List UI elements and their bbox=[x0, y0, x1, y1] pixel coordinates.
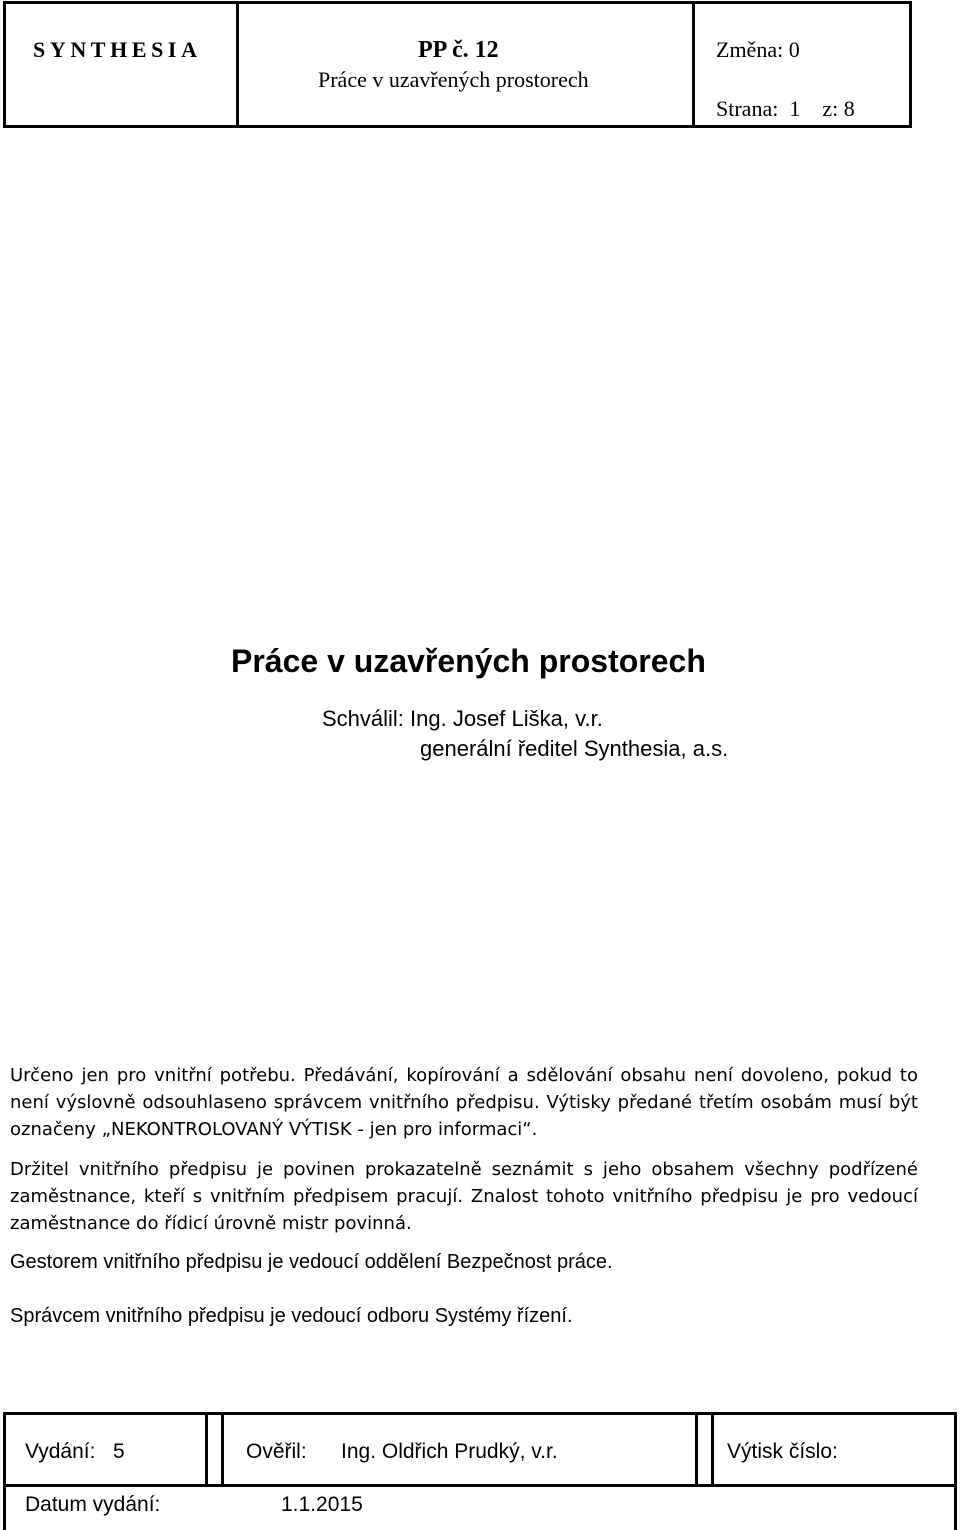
issue-value: 5 bbox=[113, 1440, 125, 1463]
header-divider bbox=[692, 4, 695, 125]
footer-divider bbox=[221, 1415, 224, 1484]
document-name: Práce v uzavřených prostorech bbox=[318, 67, 589, 92]
verified-value: Ing. Oldřich Prudký, v.r. bbox=[341, 1440, 558, 1463]
footer-row-divider bbox=[6, 1484, 954, 1487]
gestor-paragraph: Gestorem vnitřního předpisu je vedoucí oddělení Bezpečnost práce. bbox=[10, 1251, 613, 1273]
copy-number-label: Výtisk číslo: bbox=[727, 1440, 838, 1463]
issue-date-value: 1.1.2015 bbox=[281, 1493, 363, 1516]
footer-divider bbox=[711, 1415, 714, 1484]
verified-label: Ověřil: bbox=[246, 1440, 307, 1463]
page-number: Strana: 1 z: 8 bbox=[716, 96, 855, 121]
administrator-paragraph: Správcem vnitřního předpisu je vedoucí odboru Systémy řízení. bbox=[10, 1305, 573, 1327]
distribution-notice: Určeno jen pro vnitřní potřebu. Předávání, kopírování a sdělování obsahu není dovoleno, pokud to není výslovně odsouhlaseno správcem vnitřního předpisu. Výtisky předané třetím osobám musí být označeny „NEKONTROLOVANÝ VÝTISK - jen pro informaci“. bbox=[10, 1065, 918, 1140]
holder-obligation-paragraph: Držitel vnitřního předpisu je povinen prokazatelně seznámit s jeho obsahem všechny podřízené zaměstnance, kteří s vnitřním předpisem pracují. Znalost tohoto vnitřního předpisu je pro vedoucí zaměstnance do řídicí úrovně mistr povinná. bbox=[10, 1159, 918, 1234]
change-number: Změna: 0 bbox=[716, 37, 800, 62]
footer-divider bbox=[695, 1415, 698, 1484]
issue-label: Vydání: bbox=[25, 1440, 96, 1463]
company-name: SYNTHESIA bbox=[33, 37, 202, 62]
footer-divider bbox=[205, 1415, 208, 1484]
approver-position: generální ředitel Synthesia, a.s. bbox=[420, 736, 729, 761]
header-divider bbox=[236, 4, 239, 125]
page-title: Práce v uzavřených prostorech bbox=[231, 643, 706, 679]
issue-date-label: Datum vydání: bbox=[25, 1493, 161, 1516]
document-number: PP č. 12 bbox=[418, 37, 499, 63]
approved-by: Schválil: Ing. Josef Liška, v.r. bbox=[322, 706, 603, 731]
